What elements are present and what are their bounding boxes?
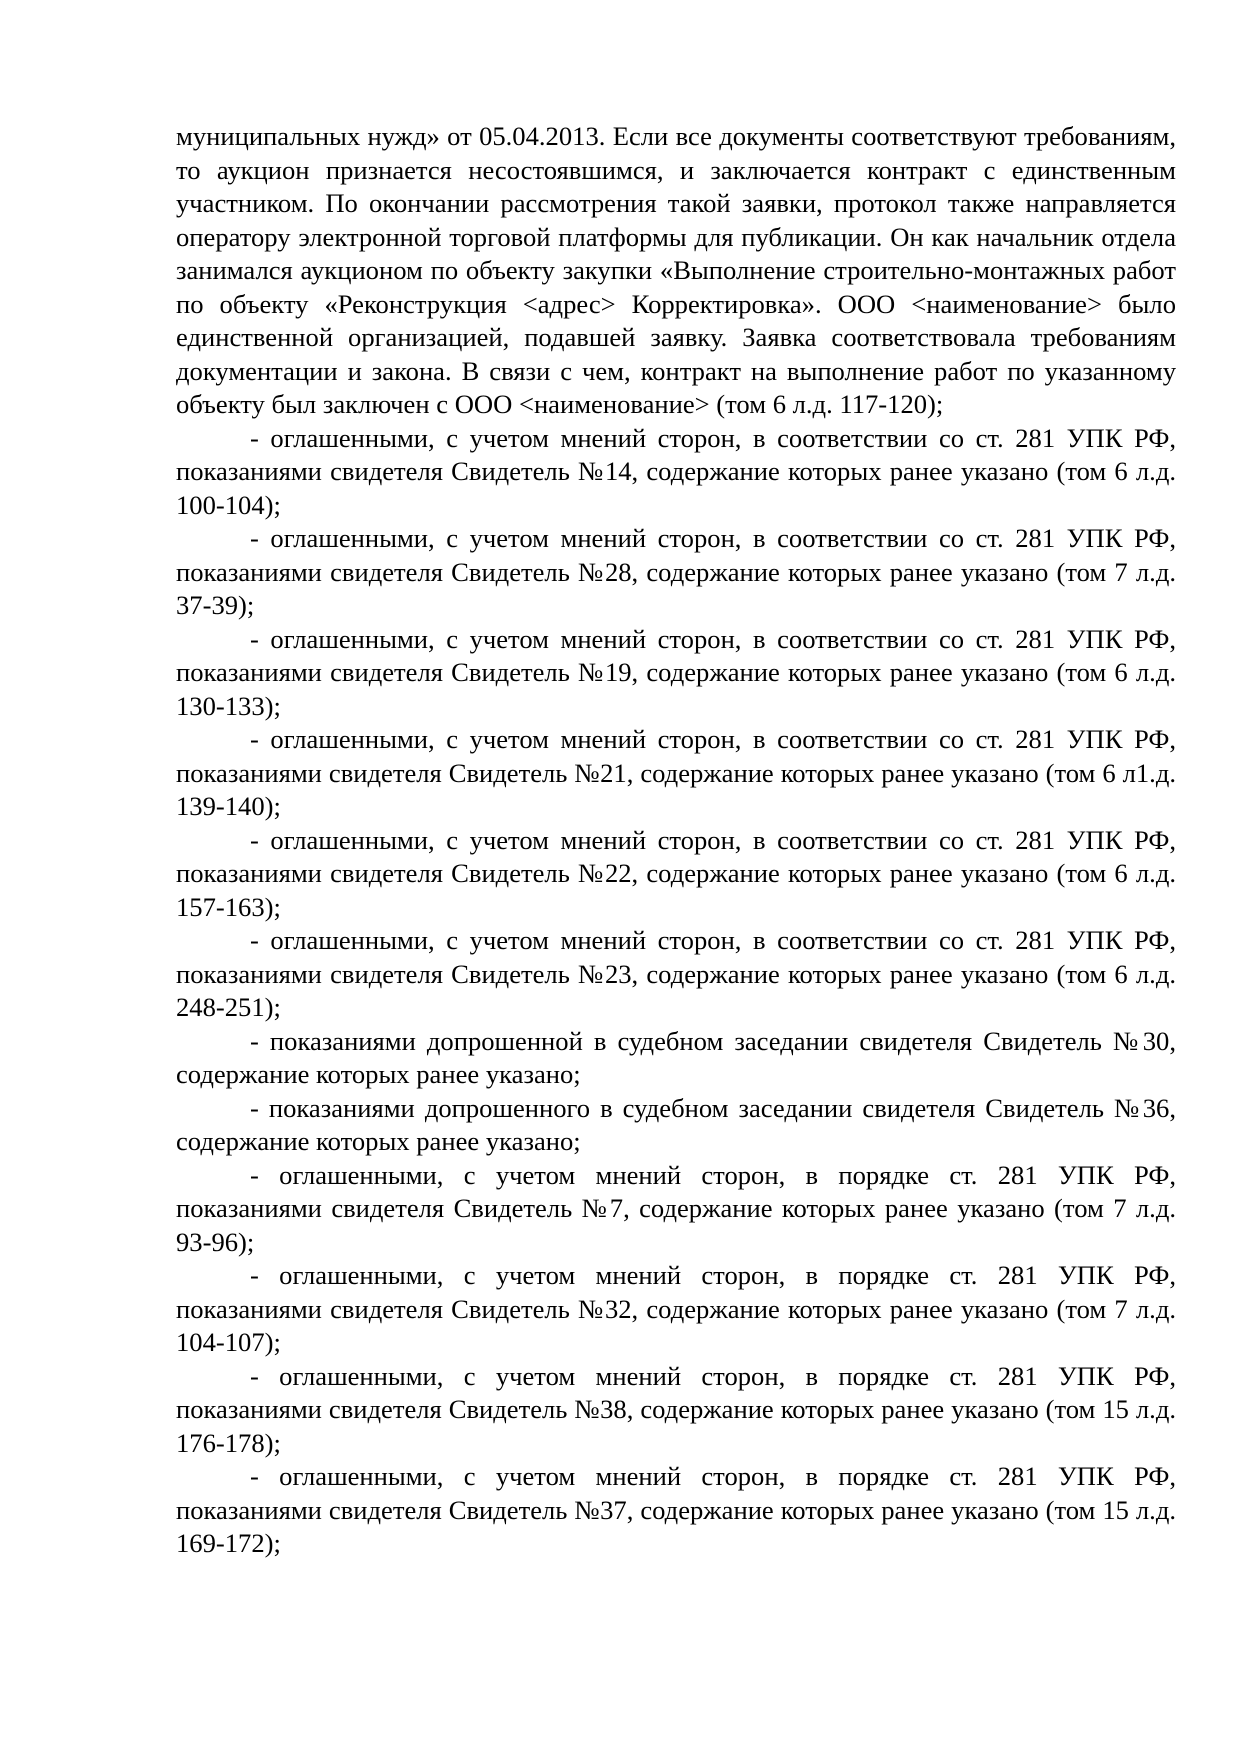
paragraph-witness-30: - показаниями допрошенной в судебном заседании свидетеля Свидетель №30, содержание которых ранее указано; [176, 1025, 1176, 1089]
paragraph-witness-28: - оглашенными, с учетом мнений сторон, в соответствии со ст. 281 УПК РФ, показаниями свидетеля Свидетель №28, содержание которых ранее указано (том 7 л.д. 37-39); [176, 523, 1176, 620]
document-page [176, 120, 1176, 1561]
paragraph-witness-32: - оглашенными, с учетом мнений сторон, в порядке ст. 281 УПК РФ, показаниями свидетеля Свидетель №32, содержание которых ранее указано (том 7 л.д. 104-107); [176, 1260, 1176, 1357]
paragraph-witness-21: - оглашенными, с учетом мнений сторон, в соответствии со ст. 281 УПК РФ, показаниями свидетеля Свидетель №21, содержание которых ранее указано (том 6 л1.д. 139-140); [176, 724, 1176, 821]
paragraph-witness-36: - показаниями допрошенного в судебном заседании свидетеля Свидетель №36, содержание которых ранее указано; [176, 1092, 1176, 1156]
paragraph-witness-7: - оглашенными, с учетом мнений сторон, в порядке ст. 281 УПК РФ, показаниями свидетеля Свидетель №7, содержание которых ранее указано (том 7 л.д. 93-96); [176, 1159, 1176, 1257]
paragraph-witness-38: - оглашенными, с учетом мнений сторон, в порядке ст. 281 УПК РФ, показаниями свидетеля Свидетель №38, содержание которых ранее указано (том 15 л.д. 176-178); [176, 1360, 1176, 1458]
paragraph-witness-19: - оглашенными, с учетом мнений сторон, в соответствии со ст. 281 УПК РФ, показаниями свидетеля Свидетель №19, содержание которых ранее указано (том 6 л.д. 130-133); [176, 623, 1176, 721]
paragraph-witness-14: - оглашенными, с учетом мнений сторон, в соответствии со ст. 281 УПК РФ, показаниями свидетеля Свидетель №14, содержание которых ранее указано (том 6 л.д. 100-104); [176, 422, 1176, 520]
paragraph-continuation: муниципальных нужд» от 05.04.2013. Если все документы соответствуют требованиям, то аукцион признается несостоявшимся, и заключается контракт с единственным участником. По окончании рассмотрения такой заявки, протокол также направляется оператору электронной торговой платформы для публикации. Он как начальник отдела занимался аукционом по объекту закупки «Выполнение строительно-монтажных работ по объекту «Реконструкция <адрес> Корректировка». ООО <наименование> было единственной организацией, подавшей заявку. Заявка соответствовала требованиям документации и закона. В связи с чем, контракт на выполнение работ по указанному объекту был заключен с ООО <наименование> (том 6 л.д. 117-120); [176, 121, 1176, 419]
paragraph-witness-23: - оглашенными, с учетом мнений сторон, в соответствии со ст. 281 УПК РФ, показаниями свидетеля Свидетель №23, содержание которых ранее указано (том 6 л.д. 248-251); [176, 925, 1176, 1022]
paragraph-witness-22: - оглашенными, с учетом мнений сторон, в соответствии со ст. 281 УПК РФ, показаниями свидетеля Свидетель №22, содержание которых ранее указано (том 6 л.д. 157-163); [176, 824, 1176, 922]
paragraph-witness-37: - оглашенными, с учетом мнений сторон, в порядке ст. 281 УПК РФ, показаниями свидетеля Свидетель №37, содержание которых ранее указано (том 15 л.д. 169-172); [176, 1461, 1176, 1558]
